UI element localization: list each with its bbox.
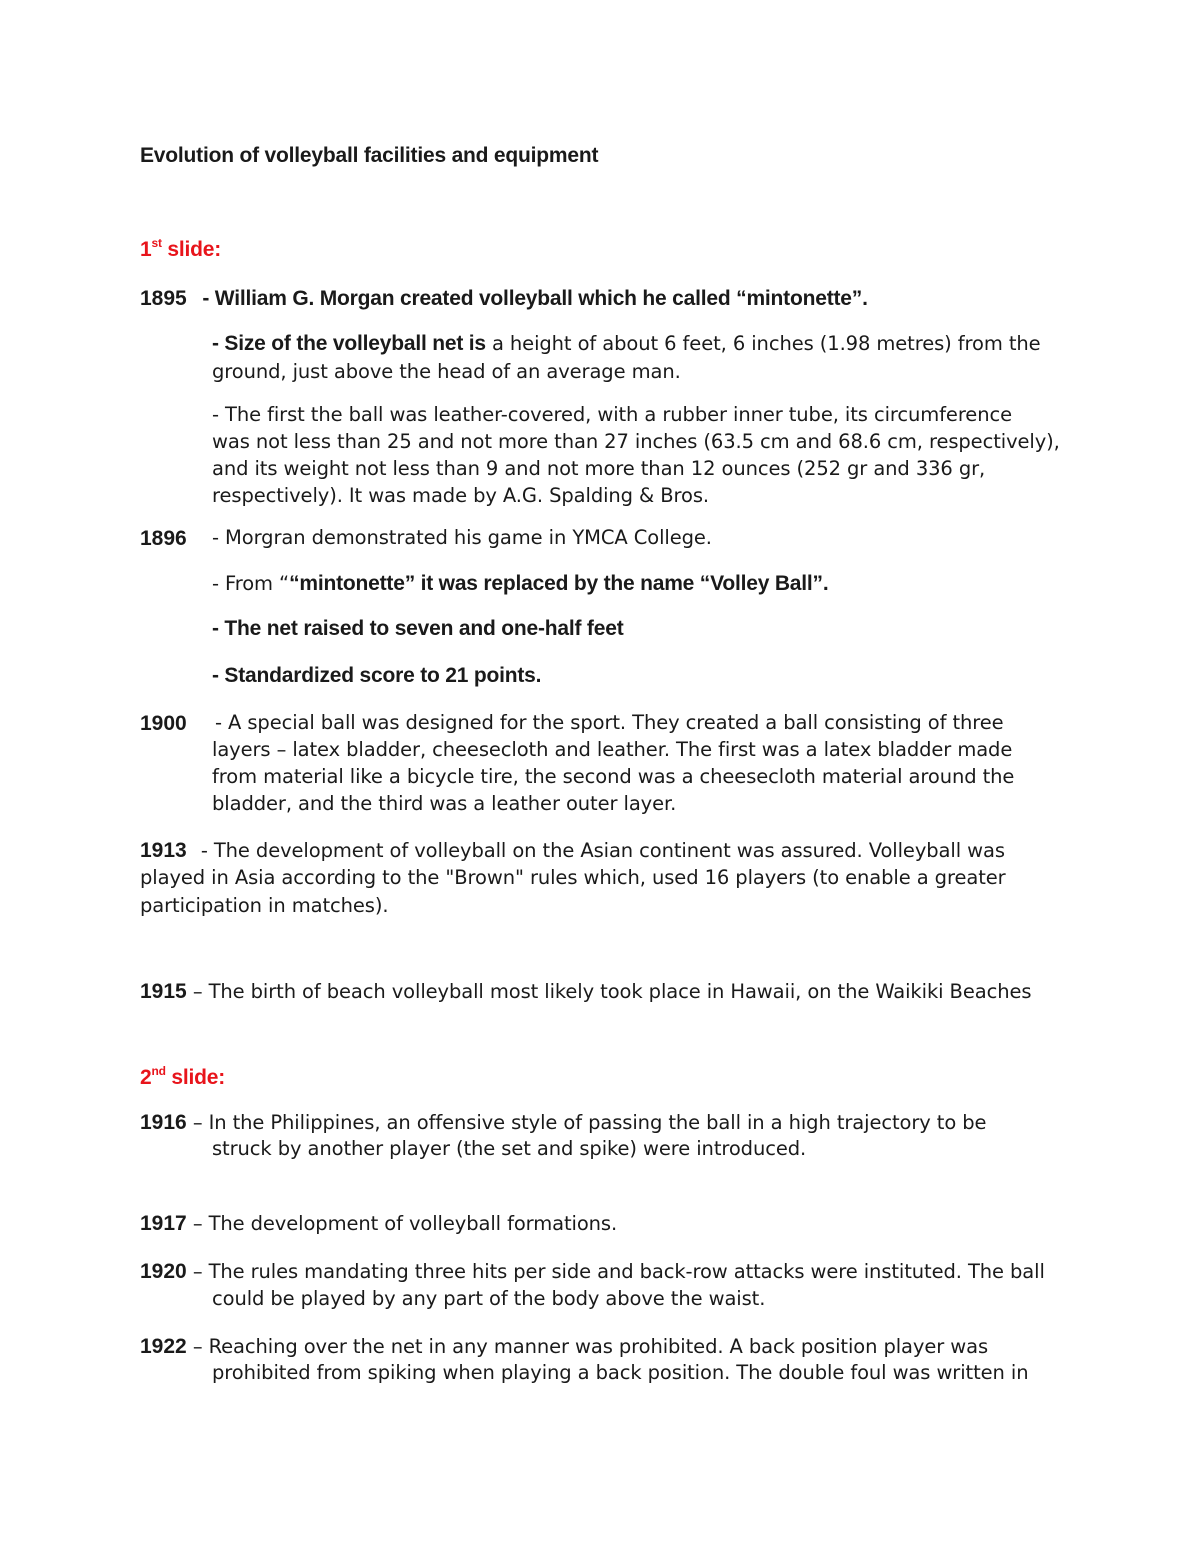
entry-1900-line-3: from material like a bicycle tire, the second was a cheesecloth material around the	[212, 765, 1015, 788]
entry-1915	[140, 977, 1031, 1006]
entry-1920-line-2: could be played by any part of the body above the waist.	[212, 1287, 766, 1310]
entry-1920-line-1: – The rules mandating three hits per side and back-row attacks were instituted. The ball	[186, 1260, 1045, 1283]
net-size-text: a height of about 6 feet, 6 inches (1.98 metres) from the	[485, 332, 1041, 355]
year-1920: 1920	[140, 1260, 187, 1283]
entry-1900	[140, 709, 1004, 738]
entry-1895-ball-line-2: was not less than 25 and not more than 27 inches (63.5 cm and 68.6 cm, respectively),	[212, 430, 1060, 453]
entry-1917	[140, 1209, 617, 1238]
entry-1900-line-4: bladder, and the third was a leather outer layer.	[212, 792, 677, 815]
entry-1896-score: - Standardized score to 21 points.	[212, 664, 542, 687]
year-1913: 1913	[140, 839, 187, 862]
entry-1895-text: - William G. Morgan created volleyball which he called “mintonette”.	[196, 287, 868, 310]
ordinal-suffix: st	[151, 236, 162, 250]
entry-1913-line-1: - The development of volleyball on the Asian continent was assured. Volleyball was	[194, 839, 1005, 862]
entry-1915-text: – The birth of beach volleyball most likely took place in Hawaii, on the Waikiki Beaches	[186, 980, 1032, 1003]
ordinal-suffix: nd	[151, 1064, 166, 1078]
entry-1922-line-2: prohibited from spiking when playing a back position. The double foul was written in	[212, 1361, 1029, 1384]
entry-1895	[140, 284, 868, 313]
year-1917: 1917	[140, 1212, 187, 1235]
slide-number: 1	[140, 238, 152, 261]
entry-1895-ball-line-4: respectively). It was made by A.G. Spalding & Bros.	[212, 484, 710, 507]
entry-1913-line-2: played in Asia according to the "Brown" rules which, used 16 players (to enable a greater	[140, 866, 1006, 889]
entry-1922	[140, 1332, 988, 1361]
entry-1916-line-2: struck by another player (the set and spike) were introduced.	[212, 1137, 807, 1160]
net-size-label: - Size of the volleyball net is	[212, 332, 486, 355]
entry-1913	[140, 836, 1005, 865]
entry-1895-net-line-2: ground, just above the head of an average man.	[212, 360, 681, 383]
year-1896: 1896	[140, 527, 187, 550]
entry-1920	[140, 1257, 1045, 1286]
year-1895: 1895	[140, 287, 187, 310]
entry-1896-name-change: - From ““mintonette” it was replaced by the name “Volley Ball”.	[212, 572, 829, 595]
entry-1900-line-2: layers – latex bladder, cheesecloth and leather. The first was a latex bladder made	[212, 738, 1013, 761]
entry-1895-net-line-1	[212, 329, 1041, 358]
entry-1895-ball-line-1: - The first the ball was leather-covered, with a rubber inner tube, its circumference	[212, 403, 1012, 426]
entry-1895-ball-line-3: and its weight not less than 9 and not more than 12 ounces (252 gr and 336 gr,	[212, 457, 986, 480]
slide-label: slide:	[161, 238, 222, 261]
year-1916: 1916	[140, 1111, 187, 1134]
entry-1896-text: - Morgran demonstrated his game in YMCA College.	[212, 526, 712, 549]
entry-1913-line-3: participation in matches).	[140, 894, 389, 917]
entry-1922-line-1: – Reaching over the net in any manner was prohibited. A back position player was	[186, 1335, 989, 1358]
slide-1-heading	[140, 236, 221, 264]
slide-2-heading	[140, 1064, 225, 1092]
year-1922: 1922	[140, 1335, 187, 1358]
year-1915: 1915	[140, 980, 187, 1003]
slide-label: slide:	[165, 1066, 226, 1089]
year-1900: 1900	[140, 712, 187, 735]
entry-1916-line-1: – In the Philippines, an offensive style of passing the ball in a high trajectory to be	[186, 1111, 987, 1134]
entry-1916	[140, 1108, 986, 1137]
document-title: Evolution of volleyball facilities and equipment	[140, 144, 599, 167]
entry-1896	[140, 524, 712, 553]
entry-1917-text: – The development of volleyball formations.	[186, 1212, 618, 1235]
entry-1896-net-height: - The net raised to seven and one-half feet	[212, 617, 624, 640]
slide-number: 2	[140, 1066, 152, 1089]
entry-1900-line-1: - A special ball was designed for the sport. They created a ball consisting of three	[215, 711, 1004, 734]
